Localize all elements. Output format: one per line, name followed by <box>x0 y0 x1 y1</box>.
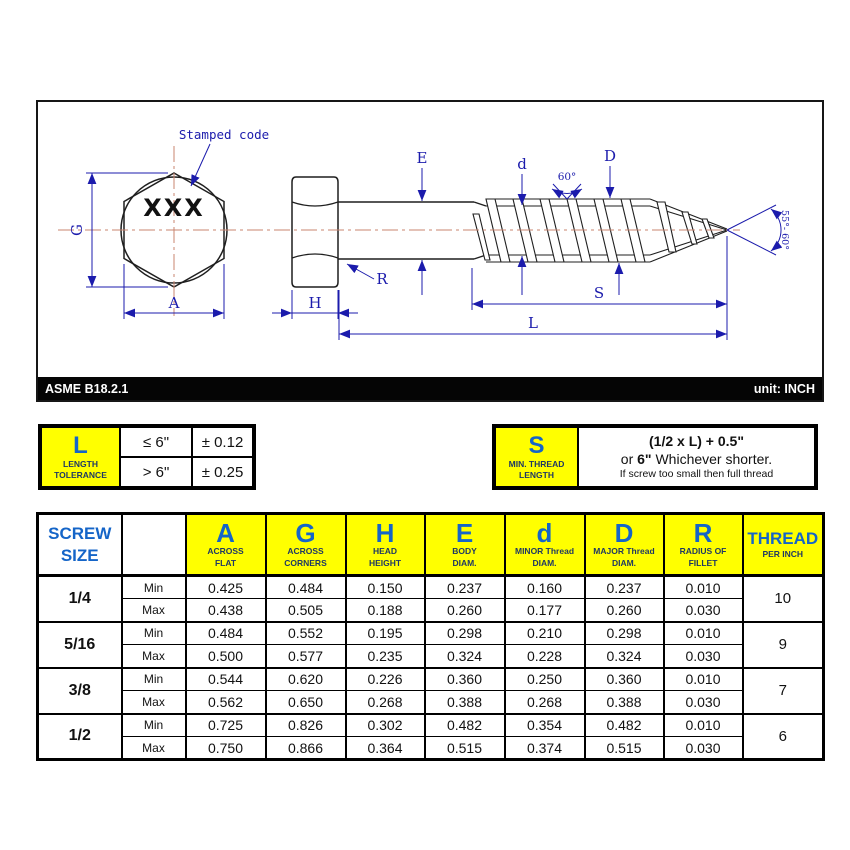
size-cell: 3/8 <box>38 668 122 714</box>
thread-per-inch-cell: 7 <box>743 668 824 714</box>
value-cell: 0.010 <box>664 714 743 737</box>
row-5-16-max <box>38 645 824 668</box>
row-1-2-max <box>38 737 824 760</box>
value-cell: 0.515 <box>425 737 505 760</box>
value-cell: 0.030 <box>664 599 743 622</box>
dim-label-L: L <box>528 314 538 332</box>
row-1-2-min <box>38 714 824 737</box>
symbol-L: L <box>73 432 88 460</box>
header-row <box>38 514 824 576</box>
value-cell: 0.354 <box>505 714 585 737</box>
minmax-cell: Min <box>122 668 186 691</box>
lag-screw-drawing <box>38 102 818 375</box>
row-5-16-min <box>38 622 824 645</box>
symbol-S: S <box>528 432 545 460</box>
dimension-lines <box>86 144 781 340</box>
tolerance-value-2: ± 0.25 <box>192 457 253 487</box>
size-cell: 5/16 <box>38 622 122 668</box>
value-cell: 0.298 <box>585 622 664 645</box>
size-cell: 1/4 <box>38 576 122 622</box>
tolerance-condition-2: > 6" <box>120 457 192 487</box>
value-cell: 0.425 <box>186 576 266 599</box>
header-col-G: G ACROSS CORNERS <box>266 514 346 576</box>
minmax-cell: Min <box>122 714 186 737</box>
tip-angle-label: 55°- 60° <box>779 210 790 250</box>
hex-head-side-view <box>292 177 338 287</box>
stamp-text: XXX <box>143 194 205 222</box>
tolerance-caption: LENGTH TOLERANCE <box>54 458 107 480</box>
value-cell: 0.515 <box>585 737 664 760</box>
value-cell: 0.150 <box>346 576 425 599</box>
tolerance-symbol-cell <box>41 427 120 487</box>
thread-per-inch-cell: 10 <box>743 576 824 622</box>
value-cell: 0.030 <box>664 737 743 760</box>
dim-label-E: E <box>416 149 428 167</box>
thread-per-inch-cell: 6 <box>743 714 824 760</box>
value-cell: 0.388 <box>425 691 505 714</box>
value-cell: 0.324 <box>425 645 505 668</box>
value-cell: 0.544 <box>186 668 266 691</box>
minmax-cell: Max <box>122 737 186 760</box>
flank-angle-label: 60° <box>557 171 577 183</box>
value-cell: 0.650 <box>266 691 346 714</box>
minmax-cell: Max <box>122 645 186 668</box>
thread-length-rule <box>578 427 815 487</box>
value-cell: 0.226 <box>346 668 425 691</box>
header-col-R: R RADIUS OF FILLET <box>664 514 743 576</box>
value-cell: 0.388 <box>585 691 664 714</box>
value-cell: 0.750 <box>186 737 266 760</box>
value-cell: 0.374 <box>505 737 585 760</box>
screw-spec-table <box>36 512 825 761</box>
value-cell: 0.725 <box>186 714 266 737</box>
value-cell: 0.268 <box>346 691 425 714</box>
value-cell: 0.482 <box>585 714 664 737</box>
minmax-cell: Min <box>122 622 186 645</box>
value-cell: 0.010 <box>664 576 743 599</box>
value-cell: 0.195 <box>346 622 425 645</box>
value-cell: 0.237 <box>425 576 505 599</box>
value-cell: 0.360 <box>585 668 664 691</box>
thread-per-inch-cell: 9 <box>743 622 824 668</box>
stamped-code-label: Stamped code <box>178 127 270 142</box>
value-cell: 0.324 <box>585 645 664 668</box>
value-cell: 0.188 <box>346 599 425 622</box>
dim-label-G: G <box>68 224 86 236</box>
thread-length-symbol-cell <box>495 427 578 487</box>
tolerance-condition-1: ≤ 6" <box>120 427 192 457</box>
tolerance-value-1: ± 0.12 <box>192 427 253 457</box>
value-cell: 0.250 <box>505 668 585 691</box>
header-col-E: E BODY DIAM. <box>425 514 505 576</box>
value-cell: 0.500 <box>186 645 266 668</box>
size-cell: 1/2 <box>38 714 122 760</box>
dim-label-H: H <box>308 294 322 312</box>
minmax-cell: Max <box>122 599 186 622</box>
thread-length-caption: MIN. THREAD LENGTH <box>508 458 565 480</box>
value-cell: 0.577 <box>266 645 346 668</box>
value-cell: 0.177 <box>505 599 585 622</box>
dim-label-R: R <box>376 270 388 288</box>
standard-label: ASME B18.2.1 <box>45 381 129 396</box>
value-cell: 0.484 <box>186 622 266 645</box>
technical-drawing-panel <box>36 100 824 402</box>
value-cell: 0.826 <box>266 714 346 737</box>
unit-label: unit: INCH <box>753 381 815 396</box>
value-cell: 0.210 <box>505 622 585 645</box>
value-cell: 0.010 <box>664 622 743 645</box>
value-cell: 0.484 <box>266 576 346 599</box>
row-3-8-max <box>38 691 824 714</box>
value-cell: 0.438 <box>186 599 266 622</box>
thread-length-note: If screw too small then full thread <box>619 468 774 481</box>
dim-label-A: A <box>168 294 180 312</box>
row-1-4-max <box>38 599 824 622</box>
value-cell: 0.030 <box>664 645 743 668</box>
value-cell: 0.364 <box>346 737 425 760</box>
value-cell: 0.360 <box>425 668 505 691</box>
value-cell: 0.235 <box>346 645 425 668</box>
header-minmax-blank <box>122 514 186 576</box>
dim-label-S: S <box>593 284 605 302</box>
value-cell: 0.482 <box>425 714 505 737</box>
value-cell: 0.505 <box>266 599 346 622</box>
value-cell: 0.268 <box>505 691 585 714</box>
thread-length-formula: (1/2 x L) + 0.5" <box>649 432 744 449</box>
header-col-d: d MINOR Thread DIAM. <box>505 514 585 576</box>
min-thread-length-table <box>492 424 818 490</box>
value-cell: 0.298 <box>425 622 505 645</box>
value-cell: 0.552 <box>266 622 346 645</box>
minmax-cell: Min <box>122 576 186 599</box>
value-cell: 0.228 <box>505 645 585 668</box>
length-tolerance-table <box>38 424 256 490</box>
value-cell: 0.302 <box>346 714 425 737</box>
drawing-title-bar <box>38 377 822 400</box>
row-1-4-min <box>38 576 824 599</box>
value-cell: 0.160 <box>505 576 585 599</box>
minmax-cell: Max <box>122 691 186 714</box>
dim-label-d: d <box>517 155 527 173</box>
thread-length-alternative: or 6" Whichever shorter. <box>620 451 773 468</box>
dim-label-D: D <box>603 147 617 165</box>
row-3-8-min <box>38 668 824 691</box>
value-cell: 0.620 <box>266 668 346 691</box>
header-col-D: D MAJOR Thread DIAM. <box>585 514 664 576</box>
value-cell: 0.562 <box>186 691 266 714</box>
value-cell: 0.260 <box>425 599 505 622</box>
header-screw-size: SCREW SIZE <box>38 514 122 576</box>
value-cell: 0.030 <box>664 691 743 714</box>
value-cell: 0.260 <box>585 599 664 622</box>
header-col-H: H HEAD HEIGHT <box>346 514 425 576</box>
value-cell: 0.010 <box>664 668 743 691</box>
header-col-thread: THREAD PER INCH <box>743 514 824 576</box>
value-cell: 0.866 <box>266 737 346 760</box>
value-cell: 0.237 <box>585 576 664 599</box>
header-col-A: A ACROSS FLAT <box>186 514 266 576</box>
